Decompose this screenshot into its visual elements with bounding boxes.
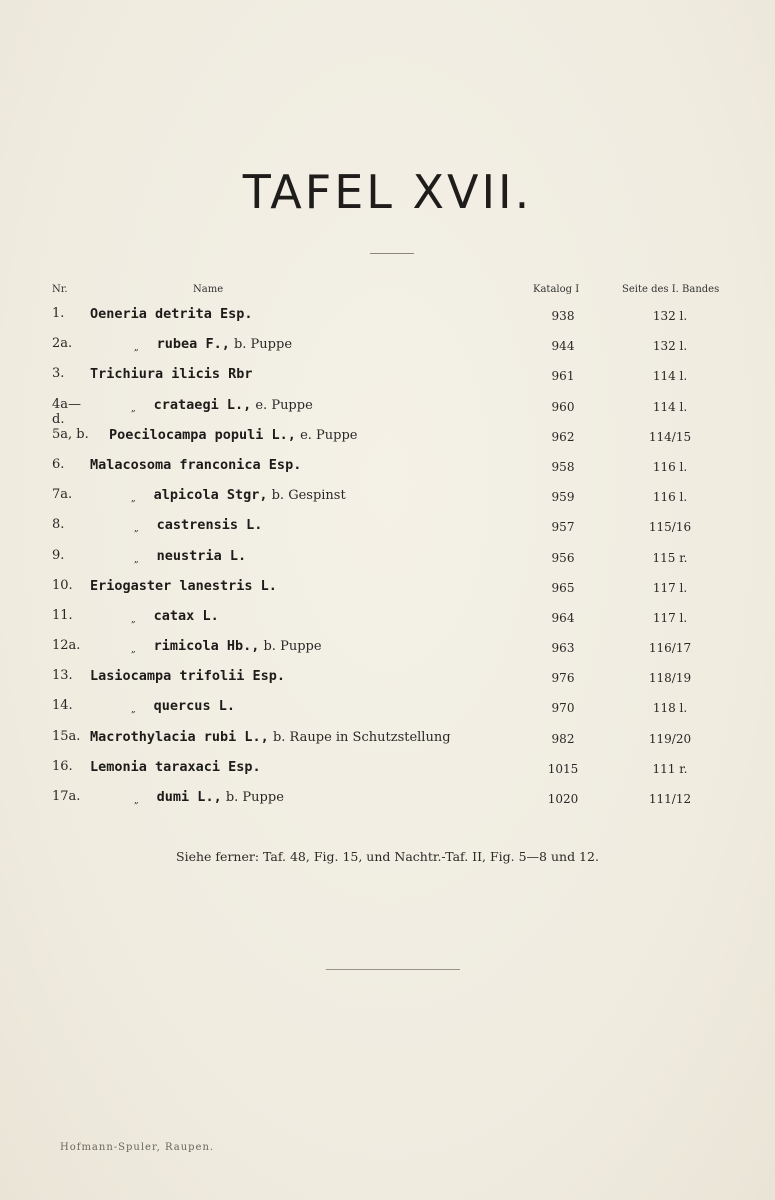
species-name-cell bbox=[90, 668, 285, 684]
species-name-cell bbox=[90, 306, 253, 322]
row-number: 5a, b. bbox=[52, 426, 89, 442]
row-number: 13. bbox=[52, 668, 73, 684]
species-name-cell bbox=[90, 729, 451, 745]
page-reference: 114 l. bbox=[652, 369, 688, 384]
footer-credit: Hofmann-Spuler, Raupen. bbox=[60, 1142, 215, 1153]
row-number: 14. bbox=[52, 698, 73, 714]
species-name: Eriogaster lanestris L. bbox=[90, 577, 277, 594]
title-divider bbox=[370, 253, 414, 254]
table-row bbox=[0, 544, 775, 574]
row-number: 6. bbox=[52, 456, 65, 472]
species-note: b. Puppe bbox=[225, 790, 284, 805]
row-number: 4a—d. bbox=[52, 396, 82, 427]
row-number: 3. bbox=[52, 366, 65, 382]
katalog-number: 962 bbox=[551, 429, 575, 444]
species-name: Oeneria detrita Esp. bbox=[90, 306, 253, 322]
table-row bbox=[0, 755, 775, 785]
row-number: 12a. bbox=[52, 638, 81, 654]
katalog-number: 970 bbox=[551, 701, 575, 716]
row-number: 7a. bbox=[52, 487, 73, 503]
page-reference: 132 l. bbox=[652, 339, 688, 354]
katalog-number: 982 bbox=[551, 731, 575, 746]
bottom-divider bbox=[326, 969, 460, 970]
katalog-number: 964 bbox=[551, 610, 575, 625]
katalog-number: 976 bbox=[551, 671, 575, 686]
katalog-number: 958 bbox=[551, 459, 575, 474]
species-name: Malacosoma franconica Esp. bbox=[90, 456, 302, 473]
page-reference: 115 r. bbox=[652, 550, 688, 565]
species-name: Poecilocampa populi L., bbox=[109, 426, 296, 443]
katalog-number: 965 bbox=[551, 580, 575, 595]
page-reference: 116 l. bbox=[652, 490, 688, 505]
species-name: castrensis L. bbox=[156, 517, 263, 534]
species-note: b. Gespinst bbox=[271, 488, 346, 504]
table-row bbox=[0, 513, 775, 543]
ditto-mark: „ bbox=[134, 796, 139, 806]
katalog-number: 944 bbox=[551, 339, 575, 354]
header-seite: Seite des I. Bandes bbox=[622, 284, 720, 295]
species-name: Trichiura ilicis Rbr bbox=[90, 366, 253, 383]
species-note: b. Puppe bbox=[233, 337, 293, 353]
header-name: Name bbox=[193, 284, 224, 295]
table-row bbox=[0, 664, 775, 694]
header-nr: Nr. bbox=[52, 284, 68, 295]
table-row bbox=[0, 302, 775, 332]
species-note: e. Puppe bbox=[300, 427, 358, 443]
page-reference: 132 l. bbox=[652, 309, 688, 323]
species-name: rubea F., bbox=[156, 336, 230, 353]
katalog-number: 957 bbox=[551, 520, 575, 535]
table-row bbox=[0, 393, 775, 427]
ditto-mark: „ bbox=[134, 554, 139, 565]
species-name-cell bbox=[90, 457, 301, 473]
species-note: e. Puppe bbox=[255, 397, 313, 413]
table-row bbox=[0, 604, 775, 634]
table-row bbox=[0, 453, 775, 483]
page-reference: 119/20 bbox=[648, 731, 692, 746]
table-row bbox=[0, 634, 775, 664]
species-name-cell bbox=[134, 789, 284, 806]
row-number: 10. bbox=[52, 577, 73, 593]
page-reference: 118 l. bbox=[652, 701, 688, 716]
ditto-mark: „ bbox=[134, 524, 139, 535]
katalog-number: 956 bbox=[551, 550, 575, 565]
species-name-cell bbox=[131, 698, 235, 715]
row-number: 16. bbox=[52, 758, 73, 774]
ditto-mark: „ bbox=[131, 705, 136, 716]
species-name: neustria L. bbox=[156, 547, 247, 564]
species-name-cell bbox=[134, 517, 262, 534]
row-number: 1. bbox=[52, 306, 65, 321]
ditto-mark: „ bbox=[131, 403, 136, 414]
species-name-cell bbox=[90, 366, 253, 382]
page-reference: 114 l. bbox=[652, 399, 688, 414]
page-reference: 117 l. bbox=[652, 610, 688, 625]
table-row bbox=[0, 423, 775, 453]
species-name: rimicola Hb., bbox=[153, 638, 260, 655]
species-name-cell bbox=[134, 548, 246, 565]
species-name: dumi L., bbox=[156, 789, 222, 805]
table-row bbox=[0, 785, 775, 815]
row-number: 17a. bbox=[52, 789, 81, 804]
header-katalog: Katalog I bbox=[533, 284, 580, 295]
table-row bbox=[0, 694, 775, 724]
katalog-number: 959 bbox=[551, 490, 575, 505]
page-reference: 114/15 bbox=[648, 429, 692, 444]
species-name: alpicola Stgr, bbox=[153, 487, 268, 504]
ditto-mark: „ bbox=[131, 645, 136, 656]
table-row bbox=[0, 574, 775, 604]
species-name: crataegi L., bbox=[153, 396, 252, 413]
species-name: Macrothylacia rubi L., bbox=[90, 728, 269, 745]
page-reference: 118/19 bbox=[648, 671, 692, 686]
katalog-number: 960 bbox=[551, 399, 575, 414]
species-name-cell bbox=[131, 487, 346, 504]
species-name: Lasiocampa trifolii Esp. bbox=[90, 668, 286, 685]
ditto-mark: „ bbox=[134, 343, 139, 354]
species-note: b. Puppe bbox=[263, 639, 322, 655]
katalog-number: 1015 bbox=[547, 761, 579, 776]
species-name-cell bbox=[131, 608, 219, 625]
species-table bbox=[0, 302, 775, 815]
species-name-cell bbox=[109, 427, 358, 443]
row-number: 11. bbox=[52, 607, 73, 623]
species-name: quercus L. bbox=[153, 698, 235, 715]
katalog-number: 1020 bbox=[547, 792, 579, 806]
page-reference: 111 r. bbox=[652, 761, 688, 776]
katalog-number: 938 bbox=[551, 309, 575, 323]
ditto-mark: „ bbox=[131, 614, 136, 625]
row-number: 2a. bbox=[52, 336, 73, 352]
species-name: Lemonia taraxaci Esp. bbox=[90, 758, 261, 775]
see-also-note: Siehe ferner: Taf. 48, Fig. 15, und Nachtr.-Taf. II, Fig. 5—8 und 12. bbox=[176, 849, 599, 864]
page-reference: 111/12 bbox=[648, 792, 692, 806]
species-note: b. Raupe in Schutzstellung bbox=[272, 729, 451, 745]
katalog-number: 961 bbox=[551, 369, 575, 384]
species-name-cell bbox=[131, 638, 322, 655]
table-row bbox=[0, 362, 775, 392]
row-number: 8. bbox=[52, 517, 65, 533]
plate-title: TAFEL XVII. bbox=[242, 165, 533, 219]
page-reference: 116 l. bbox=[652, 459, 688, 474]
table-row bbox=[0, 332, 775, 362]
table-row bbox=[0, 725, 775, 755]
page-reference: 115/16 bbox=[648, 520, 692, 535]
species-name-cell bbox=[134, 336, 292, 353]
species-name-cell bbox=[90, 759, 261, 775]
species-name-cell bbox=[90, 578, 277, 594]
ditto-mark: „ bbox=[131, 494, 136, 505]
row-number: 9. bbox=[52, 547, 65, 563]
table-row bbox=[0, 483, 775, 513]
row-number: 15a. bbox=[52, 728, 81, 744]
page-reference: 117 l. bbox=[652, 580, 688, 595]
species-name: catax L. bbox=[153, 607, 219, 624]
katalog-number: 963 bbox=[551, 641, 575, 656]
species-name-cell bbox=[131, 397, 313, 414]
page-reference: 116/17 bbox=[648, 641, 692, 656]
